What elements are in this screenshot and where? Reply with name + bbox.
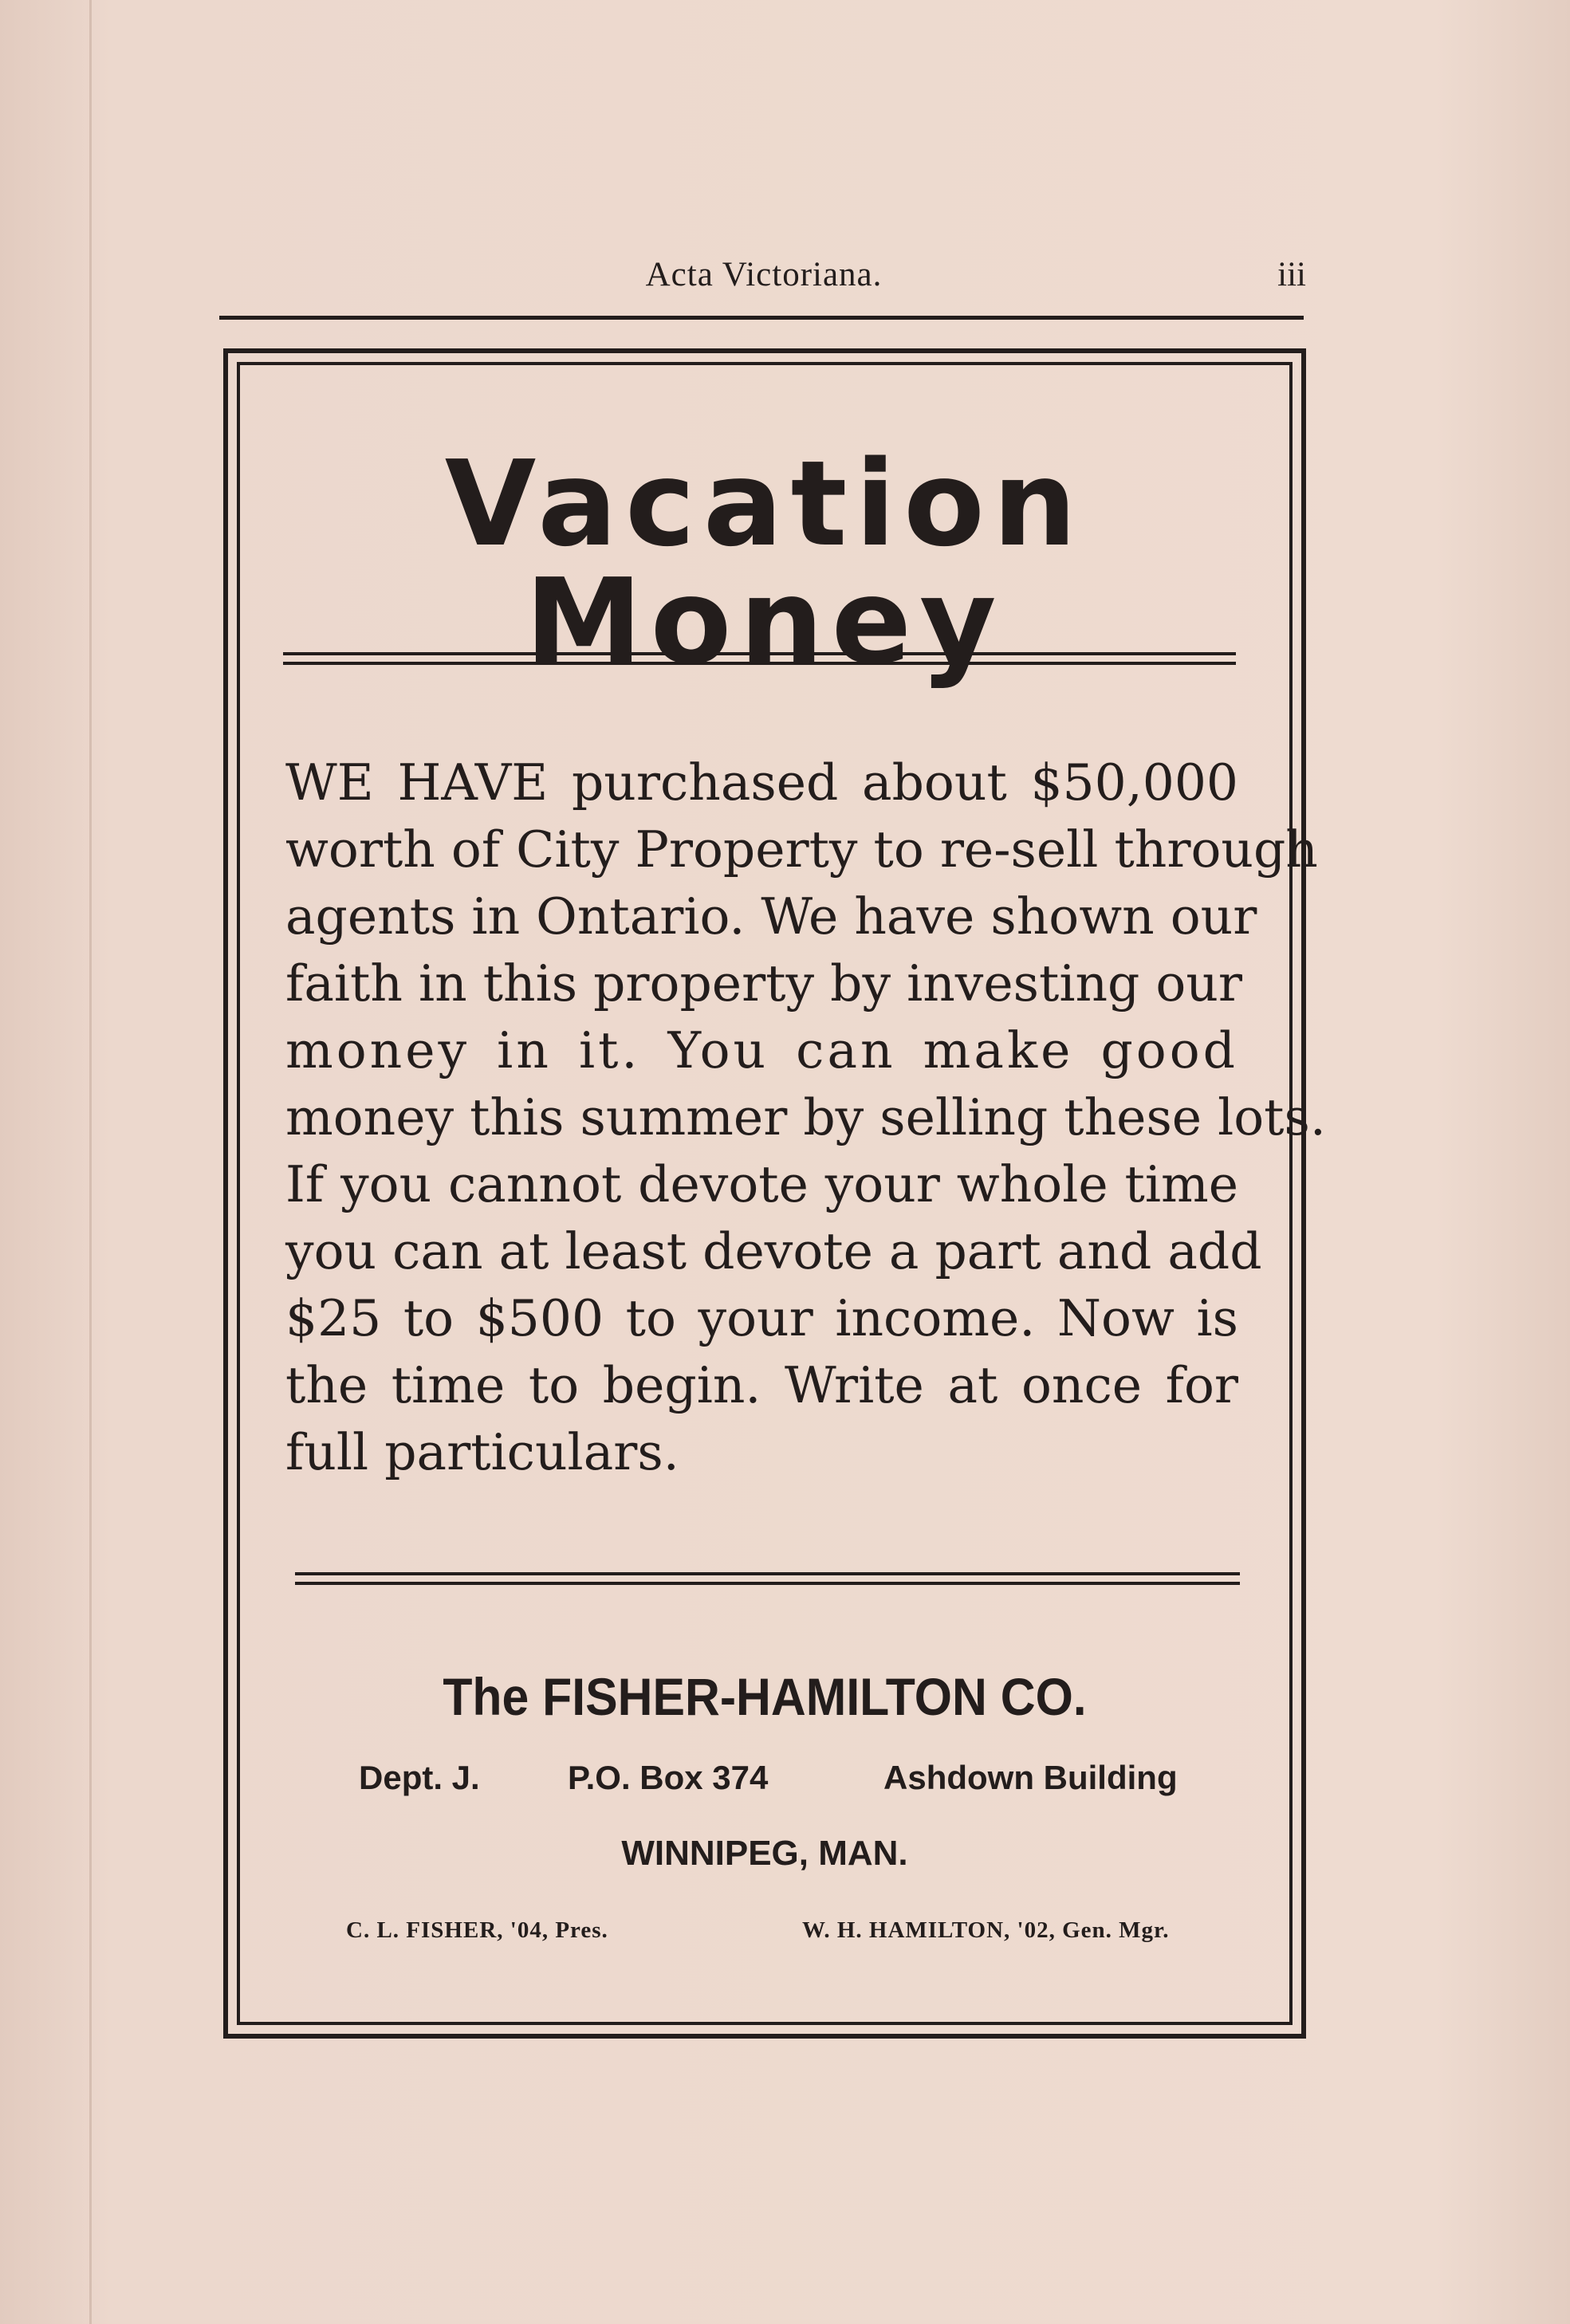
- body-line: money in it. You can make good: [285, 1021, 1238, 1079]
- body-line: full particulars.: [285, 1423, 679, 1481]
- double-rule-bottom: [295, 1572, 1240, 1585]
- body-line: $25 to $500 to your income. Now is: [285, 1289, 1238, 1347]
- header-rule: [219, 316, 1304, 320]
- page-number: iii: [1277, 256, 1306, 293]
- company-name: The FISHER-HAMILTON CO.: [443, 1667, 1087, 1726]
- double-rule-top: [283, 652, 1236, 665]
- gutter-line: [89, 0, 92, 2324]
- president: C. L. FISHER, '04, Pres.: [346, 1917, 608, 1943]
- department: Dept. J.: [359, 1759, 480, 1796]
- running-head: [222, 255, 1306, 303]
- body-line: you can at least devote a part and add: [285, 1222, 1262, 1280]
- body-line: If you cannot devote your whole time: [285, 1155, 1238, 1213]
- journal-title: Acta Victoriana.: [645, 256, 883, 293]
- building: Ashdown Building: [883, 1759, 1178, 1796]
- body-line: WE HAVE purchased about $50,000: [285, 753, 1238, 812]
- ad-headline: Vacation Money: [444, 435, 1085, 690]
- general-manager: W. H. HAMILTON, '02, Gen. Mgr.: [802, 1917, 1170, 1943]
- body-line: money this summer by selling these lots.: [285, 1088, 1326, 1146]
- city: WINNIPEG, MAN.: [621, 1834, 908, 1873]
- body-line: the time to begin. Write at once for: [285, 1356, 1238, 1414]
- ad-body: [285, 749, 1326, 1486]
- po-box: P.O. Box 374: [568, 1759, 769, 1796]
- body-line: worth of City Property to re-sell through: [285, 820, 1318, 879]
- body-line: agents in Ontario. We have shown our: [285, 887, 1257, 946]
- body-line: faith in this property by investing our: [285, 954, 1243, 1013]
